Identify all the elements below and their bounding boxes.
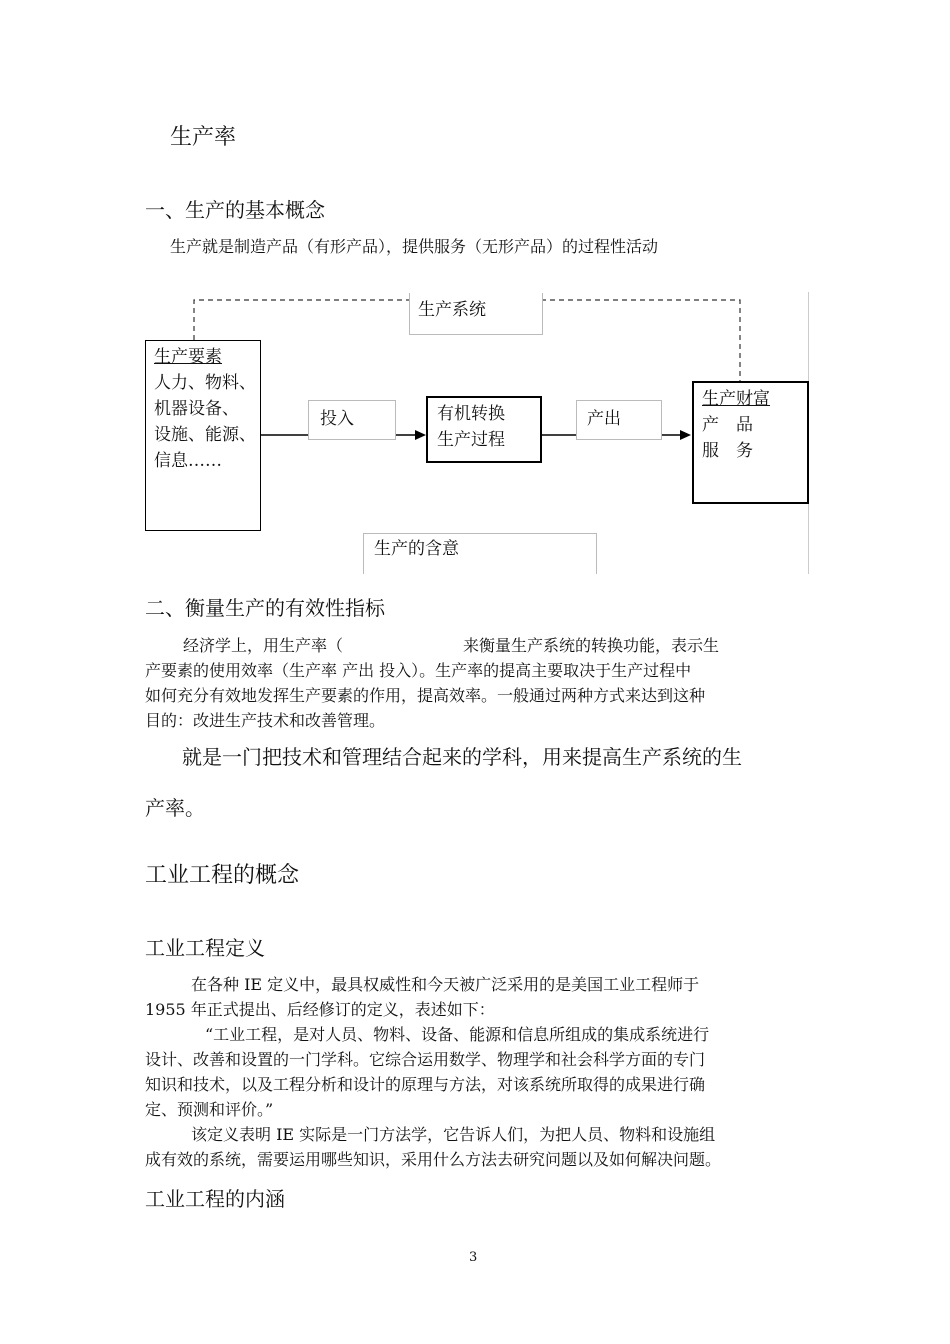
transform-process-box — [426, 396, 542, 463]
production-wealth-item: 产 品 — [702, 415, 753, 435]
paragraph-text: 在各种 IE 定义中，最具权威性和今天被广泛采用的是美国工业工程师于 — [191, 975, 700, 994]
quote-text: “工业工程，是对人员、物料、设备、能源和信息所组成的集成系统进行 — [205, 1025, 710, 1044]
transform-line: 有机转换 — [437, 404, 505, 424]
input-label: 投入 — [320, 409, 354, 429]
production-wealth-item: 服 务 — [702, 441, 753, 461]
subheading-ie-connotation: 工业工程的内涵 — [145, 1187, 285, 1211]
input-label-box — [308, 400, 396, 440]
paragraph-text: 经济学上，用生产率（ — [183, 636, 344, 655]
effectiveness-paragraph — [145, 633, 810, 733]
diagram-caption: 生产的含意 — [374, 539, 459, 559]
page-title: 生产率 — [170, 125, 237, 150]
production-system-label-box — [409, 293, 543, 335]
paragraph-text: 该定义表明 IE 实际是一门方法学，它告诉人们，为把人员、物料和设施组 — [191, 1125, 716, 1144]
section-heading-effectiveness: 二、衡量生产的有效性指标 — [145, 596, 385, 620]
production-system-label: 生产系统 — [418, 300, 486, 320]
production-wealth-title: 生产财富 — [702, 389, 770, 409]
ie-summary-line: 产率。 — [145, 796, 205, 820]
ie-definition-paragraph — [145, 972, 810, 1172]
output-label: 产出 — [587, 409, 621, 429]
production-wealth-box — [692, 381, 809, 504]
paragraph-text: 如何充分有效地发挥生产要素的作用，提高效率。一般通过两种方式来达到这种 — [145, 686, 706, 705]
transform-line: 生产过程 — [437, 430, 505, 450]
quote-text: 定、预测和评价。” — [145, 1100, 274, 1119]
production-factors-title: 生产要素 — [154, 347, 222, 367]
subheading-ie-definition: 工业工程定义 — [145, 936, 265, 960]
production-factors-item: 机器设备、 — [154, 399, 239, 419]
production-factors-item: 信息…… — [154, 451, 222, 471]
paragraph-text: 成有效的系统，需要运用哪些知识，采用什么方法去研究问题以及如何解决问题。 — [145, 1150, 722, 1169]
production-factors-item: 设施、能源、 — [154, 425, 256, 445]
section-title-ie-concept: 工业工程的概念 — [145, 863, 300, 888]
section-heading-basic-concept: 一、生产的基本概念 — [145, 198, 325, 222]
intro-paragraph: 生产就是制造产品（有形产品），提供服务（无形产品）的过程性活动 — [170, 237, 659, 256]
page-number: 3 — [469, 1250, 478, 1265]
output-label-box — [576, 400, 662, 440]
paragraph-text: 目的：改进生产技术和改善管理。 — [145, 711, 386, 730]
quote-text: 设计、改善和设置的一门学科。它综合运用数学、物理学和社会科学方面的专门 — [145, 1050, 706, 1069]
ie-summary-line: 就是一门把技术和管理结合起来的学科，用来提高生产系统的生 — [182, 745, 742, 769]
paragraph-text: 1955 年正式提出、后经修订的定义，表述如下： — [145, 1000, 495, 1019]
quote-text: 知识和技术，以及工程分析和设计的原理与方法，对该系统所取得的成果进行确 — [145, 1075, 706, 1094]
production-factors-box — [145, 340, 261, 531]
paragraph-text: 产要素的使用效率（生产率 产出 投入）。生产率的提高主要取决于生产过程中 — [145, 661, 692, 680]
diagram-caption-box — [363, 533, 597, 574]
paragraph-text: 来衡量生产系统的转换功能，表示生 — [463, 636, 720, 655]
production-factors-item: 人力、物料、 — [154, 373, 256, 393]
